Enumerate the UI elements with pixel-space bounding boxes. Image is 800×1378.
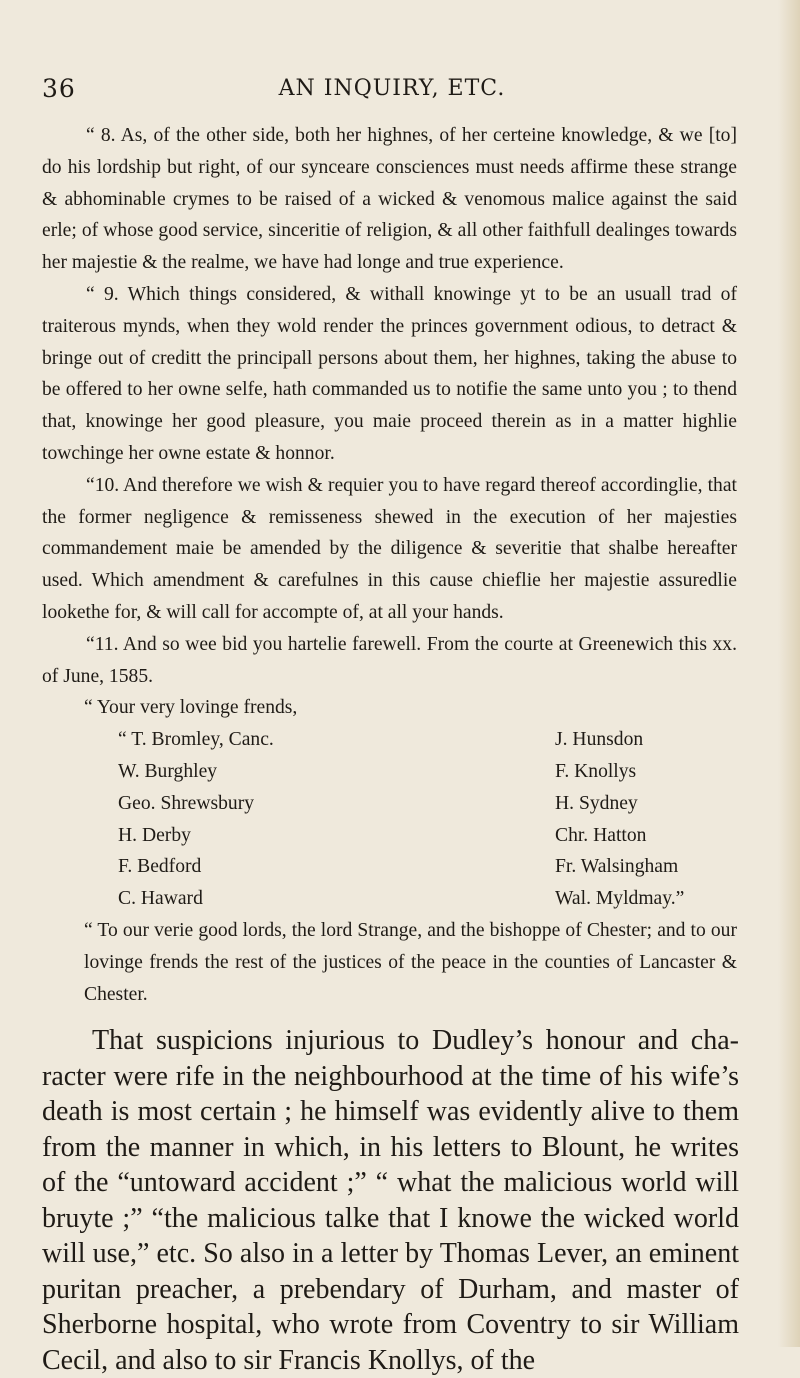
page-number: 36 xyxy=(42,74,76,103)
signatory: F. Bedford xyxy=(118,856,202,878)
closing-salutation: “ Your very lovinge frends, xyxy=(84,697,298,719)
running-title: AN INQUIRY, ETC. xyxy=(278,76,506,101)
signatory: J. Hunsdon xyxy=(555,729,644,751)
signatory: Chr. Hatton xyxy=(555,824,647,846)
page-edge-stain xyxy=(778,0,800,1347)
signatory: Wal. Myldmay.” xyxy=(555,888,685,910)
signatory: Geo. Shrewsbury xyxy=(118,792,255,814)
signatory: W. Burghley xyxy=(118,760,218,782)
letter-body xyxy=(42,120,737,1010)
paragraph-8: “ 8. As, of the other side, both her highnes, of her certeine knowledge, & we [to] do his lordship but right, of our synceare consciences must needs affirme these strange & abhominable crymes to be raised of a wicked & venomous malice against the said erle; of whose good service, sinceritie of religion, & all other faithfull dealinges towards her majestie & the realme, we have had longe and true experience. xyxy=(42,125,737,274)
paragraph-9: “ 9. Which things considered, & withall knowinge yt to be an usuall trad of traiterous mynds, when they wold render the princes government odious, to detract & bringe out of creditt the principall persons about them, her highnes, taking the abuse to be offered to her owne selfe, hath commanded us to notifie the same unto you ; to thend that, knowinge her good pleasure, you maie proceed therein as in a matter highlie towchinge her owne estate & honnor. xyxy=(42,283,737,464)
signatory: C. Haward xyxy=(118,888,203,910)
letter-address xyxy=(42,915,737,1010)
signatories-left-column xyxy=(118,724,274,915)
paragraph-11: “11. And so wee bid you hartelie farewell. From the courte at Greenewich this xx. of June, 1585. xyxy=(42,633,737,687)
signoff xyxy=(42,692,737,915)
signatory: “ T. Bromley, Canc. xyxy=(118,729,274,751)
page-header xyxy=(42,74,742,108)
signatories xyxy=(118,724,739,915)
signatories-right-column xyxy=(555,724,739,915)
paragraph-10: “10. And therefore we wish & requier you to have regard thereof accordinglie, that the former negligence & remisseness shewed in the execution of her majesties commandement maie be amended by the diligence & severitie that shalbe hereafter used. Which amendment & carefulnes in this cause chieflie her majestie assuredlie lookethe for, & will call for accompte of, at all your hands. xyxy=(42,474,737,623)
signatory: F. Knollys xyxy=(555,760,637,782)
signatory: H. Sydney xyxy=(555,792,638,814)
signatory: Fr. Walsingham xyxy=(555,856,679,878)
commentary-text xyxy=(42,1023,739,1378)
commentary-paragraph: That suspicions injurious to Dudley’s honour and character were rife in the neighbourhood at the time of his wife’s death is most certain ; he himself was evidently alive to them from the manner in which, in his letters to Blount, he writes of the “untoward accident ;” “ what the malicious world will bruyte ;” “the malicious talke that I knowe the wicked world will use,” etc. So also in a letter by Thomas Lever, an eminent puritan preacher, a prebendary of Durham, and master of Sherborne hospital, who wrote from Coventry to sir William Cecil, and also to sir Francis Knollys, of the xyxy=(42,1025,739,1376)
address-text: “ To our verie good lords, the lord Strange, and the bishoppe of Chester; and to our lovinge frends the rest of the justices of the peace in the counties of Lancaster & Chester. xyxy=(84,919,737,1005)
signatory: H. Derby xyxy=(118,824,191,846)
